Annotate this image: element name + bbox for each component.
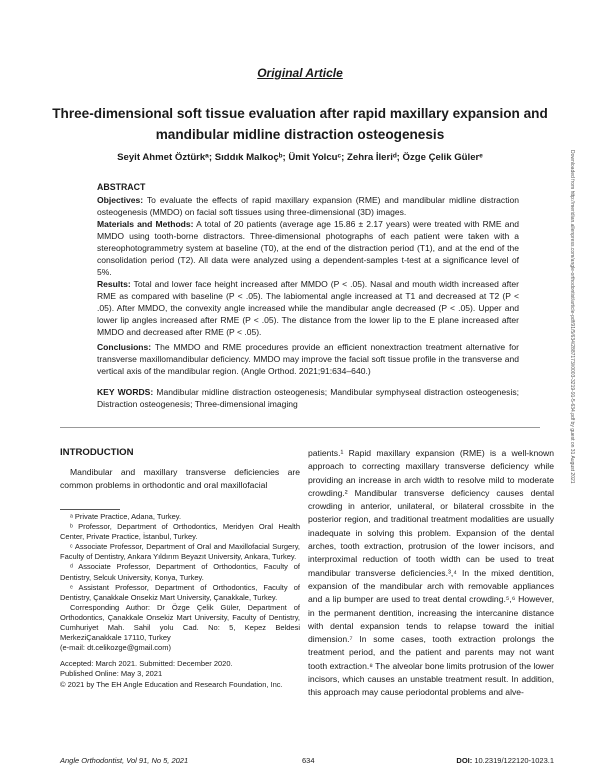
- abstract-keywords: [97, 386, 519, 410]
- methods-label: Materials and Methods:: [97, 219, 194, 229]
- page-number: 634: [302, 756, 315, 765]
- doi-label: DOI:: [456, 756, 473, 765]
- copyright: © 2021 by The EH Angle Education and Research Foundation, Inc.: [60, 679, 283, 689]
- affiliation-e: ᵉ Assistant Professor, Department of Orthodontics, Faculty of Dentistry, Çanakkale Onsekiz Mart University, Çanakkale, Turkey.: [60, 582, 300, 602]
- footnotes: [60, 512, 300, 690]
- keywords-label: KEY WORDS:: [97, 387, 154, 397]
- conclusions-text: The MMDO and RME procedures provide an efficient nonextraction treatment alternative for transverse maxillomandibular deficiency. MMDO may improve the facial soft tissue profile in the transverse and vertical axis of the mandibular region. (Angle Orthod. 2021;91:634–640.): [97, 342, 519, 376]
- published-date: Published Online: May 3, 2021: [60, 669, 163, 679]
- doi: [456, 756, 554, 765]
- left-column: [60, 447, 300, 493]
- abstract-objectives: [97, 194, 519, 218]
- affiliation-d: ᵈ Associate Professor, Department of Orthodontics, Faculty of Dentistry, Selcuk University, Konya, Turkey.: [60, 562, 300, 582]
- conclusions-label: Conclusions:: [97, 342, 152, 352]
- section-divider: [60, 427, 540, 428]
- introduction-left-text: Mandibular and maxillary transverse deficiencies are common problems in orthodontic and oral maxillofacial: [60, 467, 300, 491]
- accepted-date: Accepted: March 2021. Submitted: December 2020.: [60, 659, 233, 669]
- methods-text: A total of 20 patients (average age 15.86 ± 2.17 years) were treated with RME and MMDO using tooth-borne distractors. Three-dimensional photographs of each patient were taken with a stereophotogrammetry system at baseline (T0), at the end of the distraction period (T1), and at the end of the consolidation period (T2). All data were analyzed using a dependent-samples t-test at a significance level of 5%.: [97, 219, 519, 277]
- introduction-right-text: patients.¹ Rapid maxillary expansion (RME) is a well-known approach to correcting maxillary transverse deficiency while providing an increase in arch width to resolve mild to moderate crowding.² Mandibular transverse deficiency causes dental crowding in anterior, unilateral, or bilateral crossbite in the posterior region, and traditional treatment modalities are usually inadequate in solving this problem. Expansion of the dental arches, tooth extraction, protrusion of the lower incisors, and interproximal reduction of tooth width can be used to treat mandibular transverse deficiencies.³,⁴ In the mixed dentition, expansion of the mandibular arch with removable appliances and a lip bumper are used to treat dental crowding.⁵,⁶ However, in the permanent dentition, increasing the intercanine distance with dental expansion tends to relapse toward the initial dimension.⁷ In some cases, tooth extraction prolongs the treatment period, and the patient and parents may not want tooth extraction.⁸ The alveolar bone limits protrusion of the lower incisors, which causes an unstable treatment result. In addition, this approach may cause periodontal problems and alve-: [308, 448, 554, 698]
- corresponding-email: (e-mail: dt.celikozge@gmail.com): [60, 643, 171, 653]
- journal-info: Angle Orthodontist, Vol 91, No 5, 2021: [60, 756, 189, 765]
- introduction-heading: INTRODUCTION: [60, 447, 134, 458]
- abstract-heading: ABSTRACT: [97, 182, 146, 192]
- author-list: Seyit Ahmet Öztürkᵃ; Sıddık Malkoçᵇ; Ümit Yolcuᶜ; Zehra İleriᵈ; Özge Çelik Gülerᵉ: [117, 152, 483, 163]
- affiliation-a: ᵃ Private Practice, Adana, Turkey.: [70, 512, 182, 521]
- results-label: Results:: [97, 279, 131, 289]
- objectives-label: Objectives:: [97, 195, 144, 205]
- page-footer: [60, 756, 554, 768]
- abstract-results: [97, 278, 519, 338]
- footnote-rule: [60, 509, 120, 510]
- objectives-text: To evaluate the effects of rapid maxillary expansion (RME) and mandibular midline distraction osteogenesis (MMDO) on facial soft tissues using three-dimensional (3D) images.: [97, 195, 519, 217]
- affiliation-b: ᵇ Professor, Department of Orthodontics, Meridyen Oral Health Center, Private Practice, İstanbul, Turkey.: [60, 522, 300, 542]
- download-watermark-text: Downloaded from http://meridian.allenpress.com/angle-orthodontist/article-pdf/91/5/634/2887173/i0003-3219-91-5-634.pdf by guest on 31 August 2021: [569, 150, 575, 484]
- corresponding-author: Corresponding Author: Dr Özge Çelik Güler, Department of Orthodontics, Çanakkale Onsekiz Mart University, Faculty of Dentistry, Cumhuriyet Mah. Sahil yolu Cad. No: 5, Kepez Beldesi MerkeziÇanakkale 17110, Turkey: [60, 602, 300, 643]
- abstract-conclusions: [97, 341, 519, 377]
- article-type: Original Article: [257, 66, 343, 80]
- affiliation-c: ᶜ Associate Professor, Department of Oral and Maxillofacial Surgery, Faculty of Dentistry, Ankara Yıldırım Beyazıt University, Ankara, Turkey.: [60, 542, 300, 562]
- right-column: [308, 447, 554, 700]
- doi-value: 10.2319/122120-1023.1: [472, 756, 554, 765]
- keywords-text: Mandibular midline distraction osteogenesis; Mandibular symphyseal distraction osteogenesis; Distraction osteogenesis; Three-dimensional imaging: [97, 387, 519, 409]
- article-title: Three-dimensional soft tissue evaluation after rapid maxillary expansion and mandibular midline distraction osteogenesis: [52, 106, 548, 142]
- abstract-methods: [97, 218, 519, 278]
- abstract: [97, 181, 519, 410]
- download-watermark: [566, 150, 578, 630]
- results-text: Total and lower face height increased after MMDO (P < .05). Nasal and mouth width increased after RME as compared with baseline (P < .05). The labiomental angle increased at T1 and decreased at T2 (P < .05). After MMDO, the convexity angle increased while the mandibular angle decreased (P < .05). Upper and lower lip angles increased after RME (P < .05). The distance from the lower lip to the E plane increased after MMDO and decreased after RME (P < .05).: [97, 279, 519, 337]
